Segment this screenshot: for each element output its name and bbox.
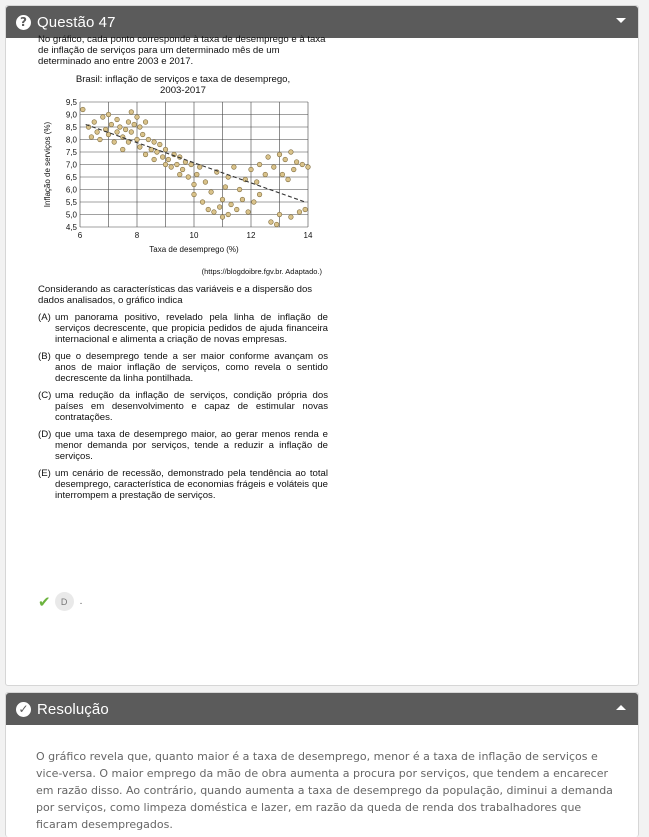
data-point — [135, 115, 140, 120]
option-e — [38, 468, 328, 501]
data-point — [192, 182, 197, 187]
option-text: um panorama positivo, revelado pela linha de inflação de serviços decrescente, que propicia pedidos de ajuda financeira internacional e alimenta a criação de novas empresas. — [55, 312, 328, 345]
data-point — [126, 120, 131, 125]
data-point — [237, 187, 242, 192]
data-point — [240, 197, 245, 202]
data-point — [98, 137, 103, 142]
data-point — [306, 165, 311, 170]
data-point — [286, 177, 291, 182]
data-point — [89, 135, 94, 140]
data-point — [263, 172, 268, 177]
data-point — [303, 207, 308, 212]
y-axis-label: Inflação de serviços (%) — [43, 121, 52, 208]
option-letter: (B) — [38, 351, 51, 362]
x-tick-label: 10 — [189, 231, 199, 240]
data-point — [140, 132, 145, 137]
data-point — [280, 172, 285, 177]
data-point — [138, 145, 143, 150]
option-text: que o desemprego tende a ser maior conforme avançam os anos de maior inflação de serviços, como revela o sentido decrescente da linha pontilhada. — [55, 351, 328, 384]
data-point — [163, 147, 168, 152]
y-tick-label: 9,0 — [65, 110, 77, 120]
data-point — [200, 200, 205, 205]
check-circle-icon: ✓ — [16, 702, 31, 717]
data-point — [289, 150, 294, 155]
x-tick-label: 14 — [303, 231, 313, 240]
data-point — [297, 210, 302, 215]
data-point — [186, 175, 191, 180]
resolution-panel — [5, 692, 639, 837]
data-point — [257, 162, 262, 167]
data-point — [101, 115, 106, 120]
question-prompt: Considerando as características das variáveis e a dispersão dos dados analisados, o gráfico indica — [38, 284, 313, 306]
data-point — [266, 155, 271, 160]
option-letter: (E) — [38, 468, 51, 479]
x-tick-label: 6 — [77, 231, 83, 240]
data-point — [277, 212, 282, 217]
data-point — [220, 215, 225, 220]
option-text: uma redução da inflação de serviços, condição própria dos países em desenvolvimento e capaz de estimular novas contratações. — [55, 390, 328, 423]
data-point — [257, 192, 262, 197]
data-point — [135, 137, 140, 142]
data-point — [300, 162, 305, 167]
data-point — [203, 180, 208, 185]
data-point — [220, 197, 225, 202]
data-point — [177, 172, 182, 177]
y-tick-label: 4,5 — [65, 223, 77, 232]
data-point — [252, 200, 257, 205]
data-point — [155, 150, 160, 155]
checkmark-icon: ✔ — [38, 592, 51, 611]
question-title: Questão 47 — [37, 13, 116, 31]
option-letter: (D) — [38, 429, 52, 440]
option-c — [38, 390, 328, 423]
resolution-panel-header[interactable] — [6, 693, 638, 725]
data-point — [234, 207, 239, 212]
data-point — [129, 110, 134, 115]
data-point — [163, 162, 168, 167]
data-point — [226, 212, 231, 217]
chart-title — [38, 74, 328, 96]
data-point — [143, 152, 148, 157]
data-point — [195, 172, 200, 177]
data-point — [229, 202, 234, 207]
y-tick-label: 8,5 — [65, 123, 77, 132]
answer-badge: D — [55, 592, 74, 611]
data-point — [158, 142, 163, 147]
option-d — [38, 429, 328, 462]
option-letter: (A) — [38, 312, 51, 323]
data-point — [175, 162, 180, 167]
y-tick-label: 7,5 — [65, 148, 77, 157]
data-point — [197, 165, 202, 170]
question-circle-icon: ? — [16, 15, 31, 30]
chevron-up-icon[interactable] — [616, 705, 626, 710]
resolution-text: O gráfico revela que, quanto maior é a taxa de desemprego, menor é a taxa de inflação de serviços e vice-versa. O maior emprego da mão de obra aumenta a procura por serviços, que tendem a encarecer em razão disso. Ao contrário, quando aumenta a taxa de desemprego da população, diminui a demanda por serviços, como limpeza doméstica e lazer, em razão da queda de renda dos trabalhadores que ficaram desempregados. — [36, 750, 613, 831]
data-point — [209, 190, 214, 195]
data-point — [277, 152, 282, 157]
data-point — [283, 157, 288, 162]
data-point — [192, 192, 197, 197]
chart-title-line-1: Brasil: inflação de serviços e taxa de desemprego, — [75, 74, 291, 85]
x-axis-label: Taxa de desemprego (%) — [149, 245, 239, 254]
data-point — [180, 167, 185, 172]
option-letter: (C) — [38, 390, 52, 401]
data-point — [254, 180, 259, 185]
option-text: um cenário de recessão, demonstrado pela tendência ao total desemprego, característica de economias frágeis e voláteis que interrompem a prestação de serviços. — [55, 468, 328, 501]
data-point — [294, 160, 299, 165]
data-point — [152, 157, 157, 162]
question-panel — [5, 5, 639, 686]
data-point — [146, 137, 151, 142]
chart-title-line-2: 2003-2017 — [160, 85, 206, 96]
data-point — [232, 165, 237, 170]
data-point — [109, 122, 114, 127]
data-point — [143, 120, 148, 125]
y-tick-label: 7,0 — [65, 160, 77, 170]
resolution-title: Resolução — [37, 700, 109, 718]
data-point — [118, 125, 123, 130]
data-point — [269, 220, 274, 225]
data-point — [169, 165, 174, 170]
data-point — [212, 210, 217, 215]
data-point — [95, 130, 100, 135]
option-text: que uma taxa de desemprego maior, ao gerar menos renda e menor demanda por serviços, tende a reduzir a inflação de serviços. — [55, 429, 328, 462]
option-a — [38, 312, 328, 345]
trend-line — [86, 125, 305, 203]
data-point — [272, 165, 277, 170]
data-point — [289, 215, 294, 220]
data-point — [115, 130, 120, 135]
y-tick-label: 5,0 — [65, 210, 77, 220]
data-point — [206, 207, 211, 212]
data-point — [106, 112, 111, 117]
data-point — [92, 120, 97, 125]
x-tick-label: 8 — [134, 231, 140, 240]
data-point — [106, 132, 111, 137]
data-point — [246, 210, 251, 215]
data-point — [291, 167, 296, 172]
answer-suffix: . — [79, 596, 83, 607]
chevron-down-icon[interactable] — [616, 18, 626, 23]
scatter-chart — [38, 98, 328, 264]
chart-source: (https://blogdoibre.fgv.br. Adaptado.) — [201, 267, 322, 276]
y-tick-label: 8,0 — [65, 135, 77, 145]
answer-row — [38, 592, 82, 611]
y-tick-label: 9,5 — [65, 98, 77, 107]
data-point — [112, 140, 117, 145]
data-point — [223, 185, 228, 190]
data-point — [132, 122, 137, 127]
option-b — [38, 351, 328, 384]
data-point — [81, 107, 86, 112]
data-point — [152, 140, 157, 145]
question-body — [38, 34, 328, 501]
data-point — [120, 147, 125, 152]
data-point — [138, 125, 143, 130]
question-intro: No gráfico, cada ponto corresponde à taxa de desemprego e à taxa de inflação de serviços para um determinado mês de um determinado ano entre 2003 e 2017. — [38, 34, 326, 67]
data-point — [123, 127, 128, 132]
data-point — [166, 157, 171, 162]
data-point — [274, 222, 279, 227]
data-point — [129, 130, 134, 135]
data-point — [217, 205, 222, 210]
y-tick-label: 6,0 — [65, 185, 77, 195]
data-point — [115, 117, 120, 122]
data-point — [160, 155, 165, 160]
y-tick-label: 6,5 — [65, 173, 77, 182]
data-point — [149, 147, 154, 152]
data-point — [249, 167, 254, 172]
y-tick-label: 5,5 — [65, 198, 77, 207]
x-tick-label: 12 — [246, 231, 256, 240]
